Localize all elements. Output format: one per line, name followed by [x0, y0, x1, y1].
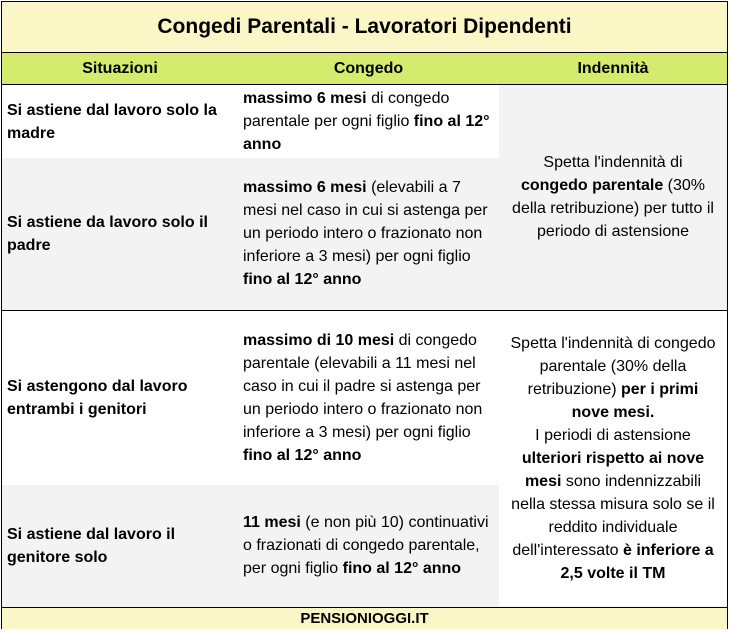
- text-segment: Spetta l'indennità di congedo parentale (30% della retribuzione): [510, 335, 716, 398]
- row-3-congedo: [238, 311, 499, 485]
- text-segment: I periodi di astensione: [535, 427, 691, 444]
- bold-text: massimo di 10 mesi: [243, 332, 395, 349]
- bold-text: massimo 6 mesi: [243, 179, 367, 196]
- header-indennita: Indennità: [499, 53, 727, 85]
- row-4-congedo: [238, 485, 499, 606]
- bold-text: fino al 12° anno: [243, 113, 490, 153]
- row-3-situazione: Si astengono dal lavoro entrambi i genitori: [2, 311, 238, 485]
- row-1-situazione: Si astiene dal lavoro solo la madre: [2, 85, 238, 158]
- row-1-congedo: [238, 85, 499, 158]
- row-4-situazione: Si astiene dal lavoro il genitore solo: [2, 485, 238, 606]
- text-segment: di congedo parentale per ogni figlio: [243, 90, 450, 130]
- header-congedo: Congedo: [238, 53, 499, 85]
- indennita-cell-2: [499, 311, 727, 606]
- table-frame: [1, 1, 728, 629]
- bold-text: fino al 12° anno: [243, 271, 362, 288]
- bold-text: congedo parentale: [520, 177, 664, 194]
- text-segment: sono indennizzabili nella stessa misura solo se il reddito individuale dell'interessato: [511, 473, 715, 559]
- bold-text: ulteriori rispetto ai nove mesi: [521, 450, 705, 490]
- bold-text: è inferiore a 2,5 volte il TM: [560, 542, 714, 582]
- text-segment: (elevabili a 7 mesi nel caso in cui si astenga per un periodo intero o frazionato non inferiore a 3 mesi) per ogni figlio: [243, 179, 488, 265]
- footer-site: PENSIONIOGGI.IT: [2, 607, 727, 629]
- bold-text: fino al 12° anno: [342, 560, 462, 577]
- text-segment: (e non più 10) continuativi o frazionati di congedo parentale, per ogni figlio: [243, 514, 489, 577]
- row-2-situazione: Si astiene da lavoro solo il padre: [2, 158, 238, 309]
- header-situazioni: Situazioni: [2, 53, 238, 85]
- text-segment: (30% della retribuzione) per tutto il periodo di astensione: [512, 177, 714, 240]
- text-segment: di congedo parentale (elevabili a 11 mesi nel caso in cui il padre si astenga per un periodo intero o frazionato non inferiore a 3 mesi) per ogni figlio: [243, 332, 483, 441]
- bold-text: per i primi nove mesi.: [571, 381, 699, 421]
- indennita-cell-1: [499, 85, 727, 309]
- bold-text: fino al 12° anno: [243, 447, 362, 464]
- table-title: Congedi Parentali - Lavoratori Dipendenti: [2, 2, 727, 53]
- row-2-congedo: [238, 158, 499, 309]
- text-segment: Spetta l'indennità di: [543, 154, 683, 171]
- bold-text: 11 mesi: [243, 514, 301, 531]
- bold-text: massimo 6 mesi: [243, 90, 367, 107]
